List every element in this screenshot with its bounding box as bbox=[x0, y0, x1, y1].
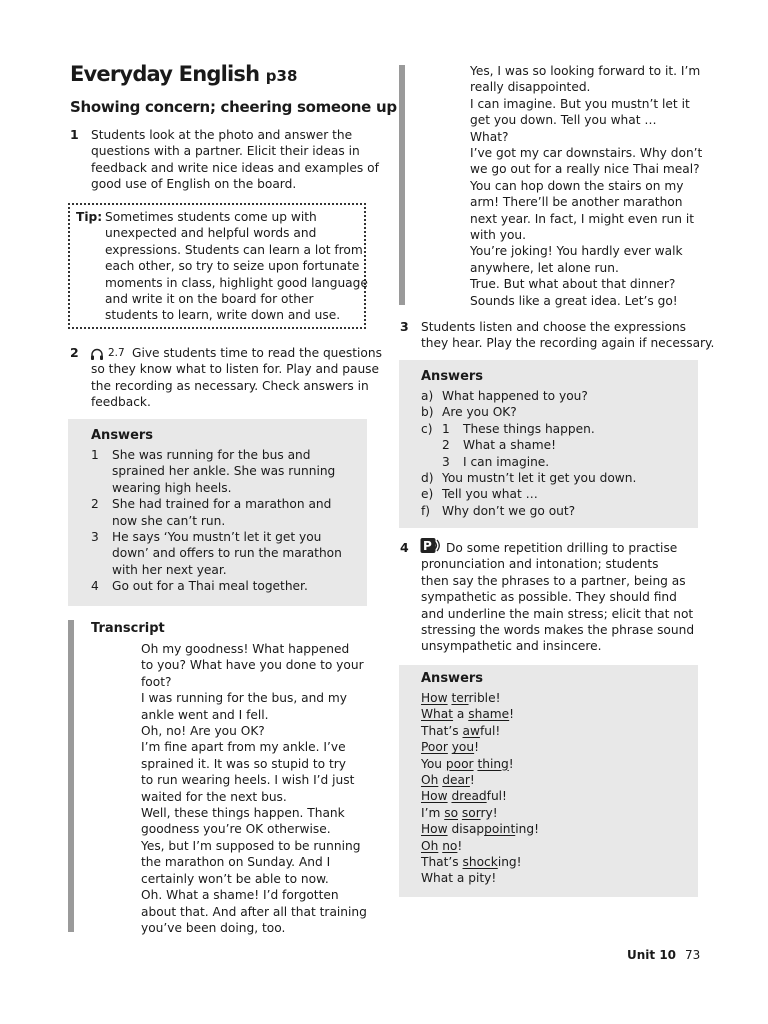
answer-item bbox=[91, 496, 342, 529]
answer-segment: ful! bbox=[479, 723, 501, 738]
page-reference: p38 bbox=[265, 67, 298, 85]
item-number: 4 bbox=[400, 540, 409, 555]
text-line: sprained her ankle. She was running bbox=[112, 464, 336, 479]
text-line: Students look at the photo and answer the bbox=[91, 128, 353, 142]
answer-text: What happened to you? bbox=[442, 389, 588, 403]
text-line: He says ‘You mustn’t let it get you bbox=[112, 530, 322, 545]
text-line: stressing the words makes the phrase sound bbox=[421, 623, 695, 638]
item-number: 3 bbox=[400, 319, 409, 334]
transcript-bar bbox=[68, 620, 74, 932]
text-line: moments in class, highlight good language bbox=[105, 275, 368, 290]
text-line: unexpected and helpful words and bbox=[105, 226, 317, 241]
answer-text: I can imagine. bbox=[463, 454, 550, 469]
answer-item bbox=[91, 578, 342, 594]
transcript-text bbox=[141, 641, 367, 936]
transcript-line: to you? What have you done to your bbox=[141, 658, 364, 673]
item-number: 1 bbox=[70, 127, 79, 142]
answer-text bbox=[112, 529, 342, 578]
page-title: Everyday English p38 bbox=[70, 62, 298, 86]
answer-line bbox=[421, 756, 539, 772]
item-2-text bbox=[91, 361, 379, 410]
answer-segment: ! bbox=[509, 707, 515, 722]
answer-segment: ! bbox=[457, 838, 463, 853]
stressed-syllable: dread bbox=[451, 789, 487, 804]
text-line: She was running for the bus and bbox=[112, 448, 311, 462]
text-line: Students listen and choose the expressions bbox=[421, 320, 687, 334]
text-line: Go out for a Thai meal together. bbox=[112, 579, 308, 594]
transcript-line: arm! There’ll be another marathon bbox=[470, 195, 683, 210]
stressed-syllable: How bbox=[421, 822, 448, 837]
text-line: students to learn, write down and use. bbox=[105, 308, 341, 323]
answer-line bbox=[421, 821, 539, 837]
transcript-line: I was running for the bus, and my bbox=[141, 691, 347, 706]
answer-segment: disap bbox=[447, 822, 485, 837]
answer-letter: f) bbox=[421, 503, 431, 518]
answer-text: Are you OK? bbox=[442, 405, 517, 420]
text-line: unsympathetic and insincere. bbox=[421, 639, 602, 654]
item-2-first-line: Give students time to read the questions bbox=[132, 346, 382, 360]
answer-segment: That’s bbox=[421, 723, 463, 738]
text-line: wearing high heels. bbox=[112, 480, 232, 495]
answer-line bbox=[421, 838, 539, 854]
answer-number: 4 bbox=[91, 579, 99, 594]
transcript-line: Oh, no! Are you OK? bbox=[141, 724, 265, 739]
answer-text: These things happen. bbox=[463, 421, 595, 436]
stressed-syllable: dear bbox=[442, 773, 470, 788]
answer-segment: What a pity! bbox=[421, 871, 497, 886]
answer-segment: a bbox=[453, 707, 469, 722]
transcript-continued-text bbox=[470, 63, 702, 309]
transcript-line: get you down. Tell you what … bbox=[470, 113, 657, 128]
answer-number: 2 bbox=[442, 438, 450, 453]
answer-line bbox=[421, 870, 539, 886]
answers-list bbox=[91, 447, 342, 595]
transcript-heading: Transcript bbox=[91, 621, 165, 636]
answer-line bbox=[421, 739, 539, 755]
answer-text bbox=[112, 447, 342, 496]
answer-number: 3 bbox=[442, 454, 450, 469]
answer-segment: ! bbox=[469, 773, 475, 788]
transcript-line: goodness you’re OK otherwise. bbox=[141, 822, 331, 837]
text-line: feedback and write nice ideas and examples of bbox=[91, 160, 379, 175]
text-line: then say the phrases to a partner, being as bbox=[421, 573, 686, 588]
stressed-syllable: ter bbox=[451, 691, 469, 705]
answer-line bbox=[421, 723, 539, 739]
text-line: so they know what to listen for. Play and pause bbox=[91, 362, 380, 377]
answer-segment: ! bbox=[474, 740, 480, 755]
text-line: sympathetic as possible. They should find bbox=[421, 590, 677, 605]
item-3-text bbox=[421, 319, 714, 352]
answer-segment: I’m bbox=[421, 805, 445, 820]
answer-number: 3 bbox=[91, 530, 99, 545]
transcript-line: foot? bbox=[141, 674, 172, 689]
answer-line bbox=[421, 772, 539, 788]
stressed-syllable: Poor bbox=[421, 740, 448, 755]
text-line: the recording as necessary. Check answers in bbox=[91, 378, 369, 393]
text-line: with her next year. bbox=[112, 562, 227, 577]
stressed-syllable: sor bbox=[461, 805, 481, 820]
stressed-syllable: you bbox=[451, 740, 475, 755]
answer-segment: ing! bbox=[497, 855, 522, 870]
transcript-line: I’ve got my car downstairs. Why don’t bbox=[470, 146, 703, 161]
answers-heading: Answers bbox=[421, 671, 484, 686]
tip-label: Tip: bbox=[76, 210, 103, 224]
text-line: pronunciation and intonation; students bbox=[421, 557, 659, 572]
answer-letter: d) bbox=[421, 470, 434, 485]
transcript-line: Yes, but I’m supposed to be running bbox=[141, 838, 361, 853]
answer-segment: That’s bbox=[421, 855, 463, 870]
transcript-line: You can hop down the stairs on my bbox=[470, 178, 684, 193]
tip-text bbox=[105, 225, 368, 323]
transcript-line: True. But what about that dinner? bbox=[470, 277, 676, 292]
item-4-text bbox=[421, 556, 694, 654]
text-line: expressions. Students can learn a lot from bbox=[105, 242, 363, 257]
stressed-syllable: thing bbox=[477, 756, 509, 771]
transcript-line: Oh. What a shame! I’d forgotten bbox=[141, 888, 339, 903]
text-line: questions with a partner. Elicit their ideas in bbox=[91, 144, 360, 159]
item-number: 2 bbox=[70, 345, 79, 360]
transcript-line: the marathon on Sunday. And I bbox=[141, 855, 331, 870]
text-line: and write it on the board for other bbox=[105, 292, 314, 307]
answer-letter: a) bbox=[421, 389, 434, 403]
answer-line bbox=[421, 788, 539, 804]
answer-letter: e) bbox=[421, 487, 434, 502]
answers-heading: Answers bbox=[421, 369, 484, 384]
answer-segment: You bbox=[421, 756, 446, 771]
transcript-line: next year. In fact, I might even run it bbox=[470, 211, 695, 226]
answer-line bbox=[421, 854, 539, 870]
answer-segment: ing! bbox=[515, 822, 539, 837]
transcript-line: I can imagine. But you mustn’t let it bbox=[470, 96, 690, 111]
answer-letter: c) bbox=[421, 421, 433, 436]
answer-segment: ful! bbox=[486, 789, 507, 804]
transcript-line: Sounds like a great idea. Let’s go! bbox=[470, 293, 678, 308]
transcript-line: Oh my goodness! What happened bbox=[141, 642, 350, 656]
transcript-bar bbox=[399, 65, 405, 305]
answers-heading: Answers bbox=[91, 428, 154, 443]
answer-text bbox=[112, 496, 342, 529]
answer-letter: b) bbox=[421, 405, 434, 420]
answer-item bbox=[91, 447, 342, 496]
transcript-line: Well, these things happen. Thank bbox=[141, 806, 345, 821]
transcript-line: certainly won’t be able to now. bbox=[141, 871, 329, 886]
headphones-icon bbox=[90, 346, 104, 359]
transcript-line: What? bbox=[470, 129, 509, 144]
stressed-syllable: no bbox=[442, 838, 458, 853]
answer-text: What a shame! bbox=[463, 438, 557, 453]
answer-number: 2 bbox=[91, 497, 99, 512]
stressed-syllable: point bbox=[484, 822, 516, 837]
page-number: 73 bbox=[685, 948, 701, 962]
stressed-syllable: poor bbox=[445, 756, 474, 771]
transcript-line: to run wearing heels. I wish I’d just bbox=[141, 773, 355, 788]
transcript-line: sprained it. It was so stupid to try bbox=[141, 756, 346, 771]
pronunciation-icon bbox=[420, 537, 440, 555]
transcript-line: about that. And after all that training bbox=[141, 904, 367, 919]
stressed-syllable: Oh bbox=[421, 773, 439, 788]
stressed-syllable: How bbox=[421, 789, 448, 804]
text-line: each other, so try to seize upon fortunate bbox=[105, 259, 360, 274]
text-line: down’ and offers to run the marathon bbox=[112, 546, 342, 561]
stressed-syllable: aw bbox=[462, 723, 480, 738]
stressed-syllable: shock bbox=[462, 855, 498, 870]
footer-unit: Unit 10 bbox=[627, 948, 677, 962]
text-line: She had trained for a marathon and bbox=[112, 497, 332, 512]
answer-segment: ry! bbox=[480, 805, 498, 820]
text-line: now she can’t run. bbox=[112, 513, 226, 528]
transcript-line: really disappointed. bbox=[470, 80, 591, 95]
stressed-syllable: Oh bbox=[421, 838, 439, 853]
answers-list bbox=[421, 690, 539, 887]
answer-segment: rible! bbox=[468, 691, 501, 705]
answer-line bbox=[421, 706, 539, 722]
answer-text: Tell you what … bbox=[442, 487, 538, 502]
answer-item bbox=[91, 529, 342, 578]
text-line: feedback. bbox=[91, 395, 151, 410]
section-subtitle: Showing concern; cheering someone up bbox=[70, 98, 397, 116]
transcript-line: ankle went and I fell. bbox=[141, 707, 269, 722]
item-1-text bbox=[91, 127, 379, 193]
answer-text: Why don’t we go out? bbox=[442, 503, 576, 518]
answer-line bbox=[421, 805, 539, 821]
transcript-line: Yes, I was so looking forward to it. I’m bbox=[470, 64, 701, 78]
answer-number: 1 bbox=[442, 421, 450, 436]
item-4-first-line: Do some repetition drilling to practise bbox=[446, 541, 678, 555]
transcript-line: you’ve been doing, too. bbox=[141, 920, 286, 935]
text-line: they hear. Play the recording again if necessary. bbox=[421, 336, 715, 351]
text-line: good use of English on the board. bbox=[91, 177, 297, 192]
track-number: 2.7 bbox=[108, 347, 125, 359]
stressed-syllable: so bbox=[444, 805, 459, 820]
svg-text:P: P bbox=[423, 539, 432, 553]
transcript-line: with you. bbox=[470, 228, 526, 243]
answer-segment: ! bbox=[508, 756, 514, 771]
text-line: and underline the main stress; elicit that not bbox=[421, 606, 694, 621]
answer-number: 1 bbox=[91, 448, 99, 462]
stressed-syllable: How bbox=[421, 691, 448, 705]
answer-text bbox=[112, 578, 342, 594]
transcript-line: anywhere, let alone run. bbox=[470, 260, 619, 275]
transcript-line: I’m fine apart from my ankle. I’ve bbox=[141, 740, 346, 755]
transcript-line: You’re joking! You hardly ever walk bbox=[470, 244, 683, 259]
stressed-syllable: shame bbox=[468, 707, 510, 722]
answer-line bbox=[421, 690, 539, 706]
transcript-line: we go out for a really nice Thai meal? bbox=[470, 162, 700, 177]
tip-first-line: Sometimes students come up with bbox=[105, 210, 317, 224]
transcript-line: waited for the next bus. bbox=[141, 789, 287, 804]
stressed-syllable: What bbox=[421, 707, 454, 722]
answer-text: You mustn’t let it get you down. bbox=[442, 470, 637, 485]
